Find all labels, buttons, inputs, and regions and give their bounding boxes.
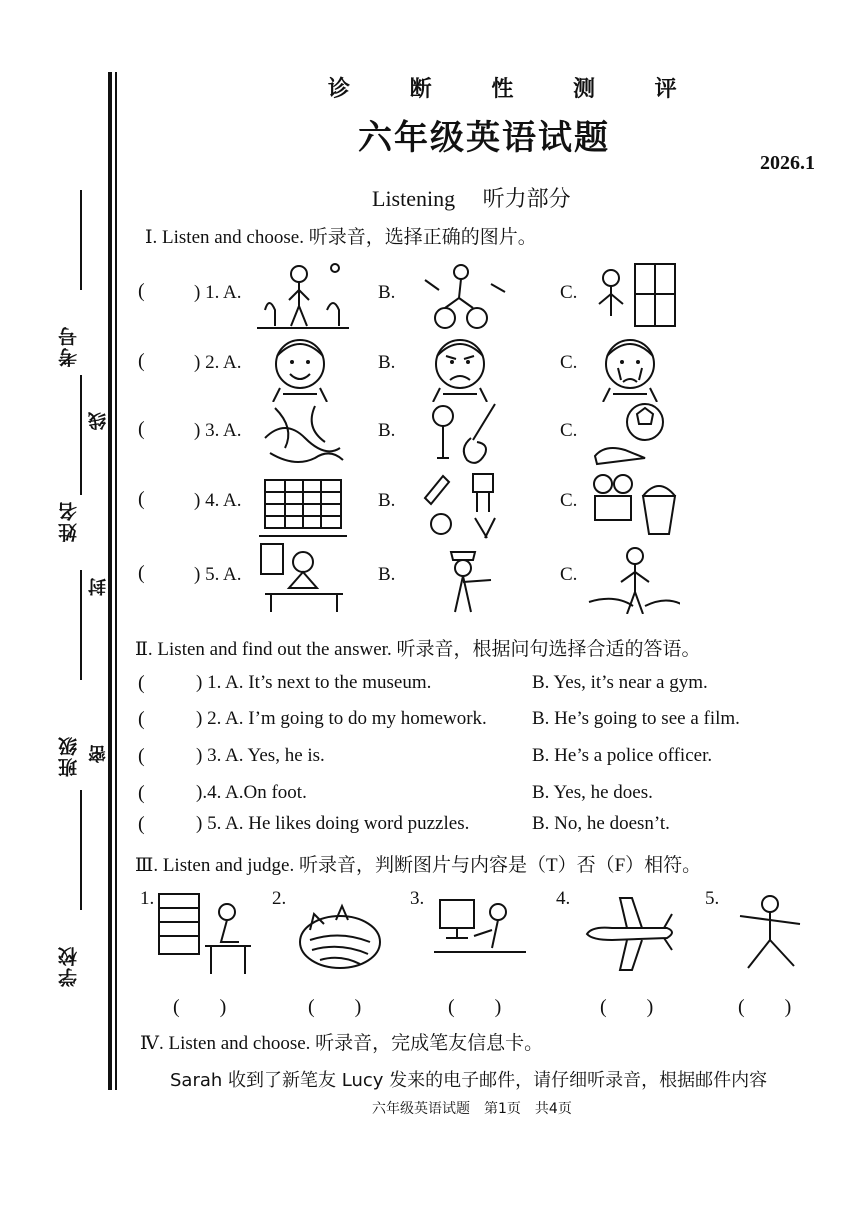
option-a: ) 3. A. Yes, he is. xyxy=(196,745,325,766)
judge-bracket[interactable]: ( ) xyxy=(173,996,227,1018)
section3-heading: Ⅲ. Listen and judge. 听录音，判断图片与内容是（T）否（F）相符。 xyxy=(135,855,702,876)
blank-line xyxy=(80,190,82,290)
judge-bracket[interactable]: ( ) xyxy=(448,996,502,1018)
answer-bracket[interactable]: ( xyxy=(138,488,145,510)
question-number: ) 4. A. xyxy=(194,490,242,511)
option-a: ).4. A.On foot. xyxy=(196,782,307,803)
football-sneakers-picture xyxy=(585,398,680,470)
film-camera-popcorn-picture xyxy=(585,468,680,540)
option-b: B. Yes, he does. xyxy=(532,782,653,803)
question-number: ) 2. A. xyxy=(194,352,242,373)
girl-by-window-picture xyxy=(585,260,680,332)
answer-bracket[interactable]: ( xyxy=(138,350,145,372)
answer-bracket[interactable]: ( xyxy=(138,745,145,767)
blank-line xyxy=(80,375,82,495)
exam-number-label: 考号 xyxy=(58,325,80,367)
science-rocket-robot-picture xyxy=(415,468,510,540)
girl-walking-park-picture xyxy=(255,260,350,332)
option-b: B. He’s going to see a film. xyxy=(532,708,740,729)
airplane-picture xyxy=(582,890,682,978)
item-number: 5. xyxy=(705,888,720,909)
item-number: 4. xyxy=(556,888,571,909)
answer-bracket[interactable]: ( xyxy=(138,672,145,694)
answer-bracket[interactable]: ( xyxy=(138,782,145,804)
section4-heading: Ⅳ. Listen and choose. 听录音，完成笔友信息卡。 xyxy=(140,1033,544,1054)
name-label: 姓名 xyxy=(58,500,80,542)
binding-line-inner xyxy=(115,72,117,1090)
part-title: Listening 听力部分 xyxy=(372,186,571,211)
sleeping-cat-picture xyxy=(290,890,390,978)
option-c-label: C. xyxy=(560,282,578,303)
crying-boy-picture xyxy=(585,330,680,402)
item-number: 3. xyxy=(410,888,425,909)
option-a: ) 5. A. He likes doing word puzzles. xyxy=(196,813,470,834)
blank-line xyxy=(80,790,82,910)
option-a: ) 1. A. It’s next to the museum. xyxy=(196,672,432,693)
microphone-guitar-picture xyxy=(415,398,510,470)
seal-feng-char: 封 xyxy=(88,578,109,596)
option-b-label: B. xyxy=(378,420,396,441)
kung-fu-girl-picture xyxy=(720,890,820,978)
judge-bracket[interactable]: ( ) xyxy=(600,996,654,1018)
option-b: B. Yes, it’s near a gym. xyxy=(532,672,708,693)
question-number: ) 3. A. xyxy=(194,420,242,441)
exam-title: 六年级英语试题 xyxy=(358,118,610,158)
answer-bracket[interactable]: ( xyxy=(138,280,145,302)
section1-heading: Ⅰ. Listen and choose. 听录音，选择正确的图片。 xyxy=(145,227,537,248)
option-b-label: B. xyxy=(378,490,396,511)
question-number: ) 5. A. xyxy=(194,564,242,585)
happy-boy-picture xyxy=(255,330,350,402)
answer-bracket[interactable]: ( xyxy=(138,418,145,440)
seal-line-char: 线 xyxy=(88,412,109,430)
farmer-in-field-picture xyxy=(585,542,680,614)
option-a: ) 2. A. I’m going to do my homework. xyxy=(196,708,487,729)
option-c-label: C. xyxy=(560,564,578,585)
section4-intro: Sarah 收到了新笔友 Lucy 发来的电子邮件，请仔细听录音，根据邮件内容 xyxy=(170,1070,768,1091)
option-b-label: B. xyxy=(378,282,396,303)
section2-heading: Ⅱ. Listen and find out the answer. 听录音，根据问句选择合适的答语。 xyxy=(135,639,701,660)
option-b-label: B. xyxy=(378,564,396,585)
item-number: 1. xyxy=(140,888,155,909)
boy-reading-library-picture xyxy=(155,890,255,978)
exam-subtitle: 诊 断 性 测 评 xyxy=(328,77,703,102)
businessman-at-desk-picture xyxy=(255,542,350,614)
school-building-picture xyxy=(255,468,350,540)
judge-bracket[interactable]: ( ) xyxy=(738,996,792,1018)
answer-bracket[interactable]: ( xyxy=(138,813,145,835)
item-number: 2. xyxy=(272,888,287,909)
answer-bracket[interactable]: ( xyxy=(138,562,145,584)
judge-bracket[interactable]: ( ) xyxy=(308,996,362,1018)
option-c-label: C. xyxy=(560,490,578,511)
school-label: 学校 xyxy=(58,945,80,987)
blank-line xyxy=(80,570,82,680)
ballet-shoes-picture xyxy=(255,398,350,470)
option-b: B. No, he doesn’t. xyxy=(532,813,670,834)
option-c-label: C. xyxy=(560,420,578,441)
option-b: B. He’s a police officer. xyxy=(532,745,713,766)
answer-bracket[interactable]: ( xyxy=(138,708,145,730)
girl-riding-bike-picture xyxy=(415,260,510,332)
angry-boy-picture xyxy=(415,330,510,402)
option-b-label: B. xyxy=(378,352,396,373)
seal-mi-char: 密 xyxy=(88,745,109,763)
question-number: ) 1. A. xyxy=(194,282,242,303)
police-officer-picture xyxy=(415,542,510,614)
page-footer: 六年级英语试题 第1页 共4页 xyxy=(372,1101,572,1117)
exam-date: 2026.1 xyxy=(760,152,815,174)
person-at-computer-picture xyxy=(430,890,530,978)
class-label: 班级 xyxy=(58,735,80,777)
option-c-label: C. xyxy=(560,352,578,373)
